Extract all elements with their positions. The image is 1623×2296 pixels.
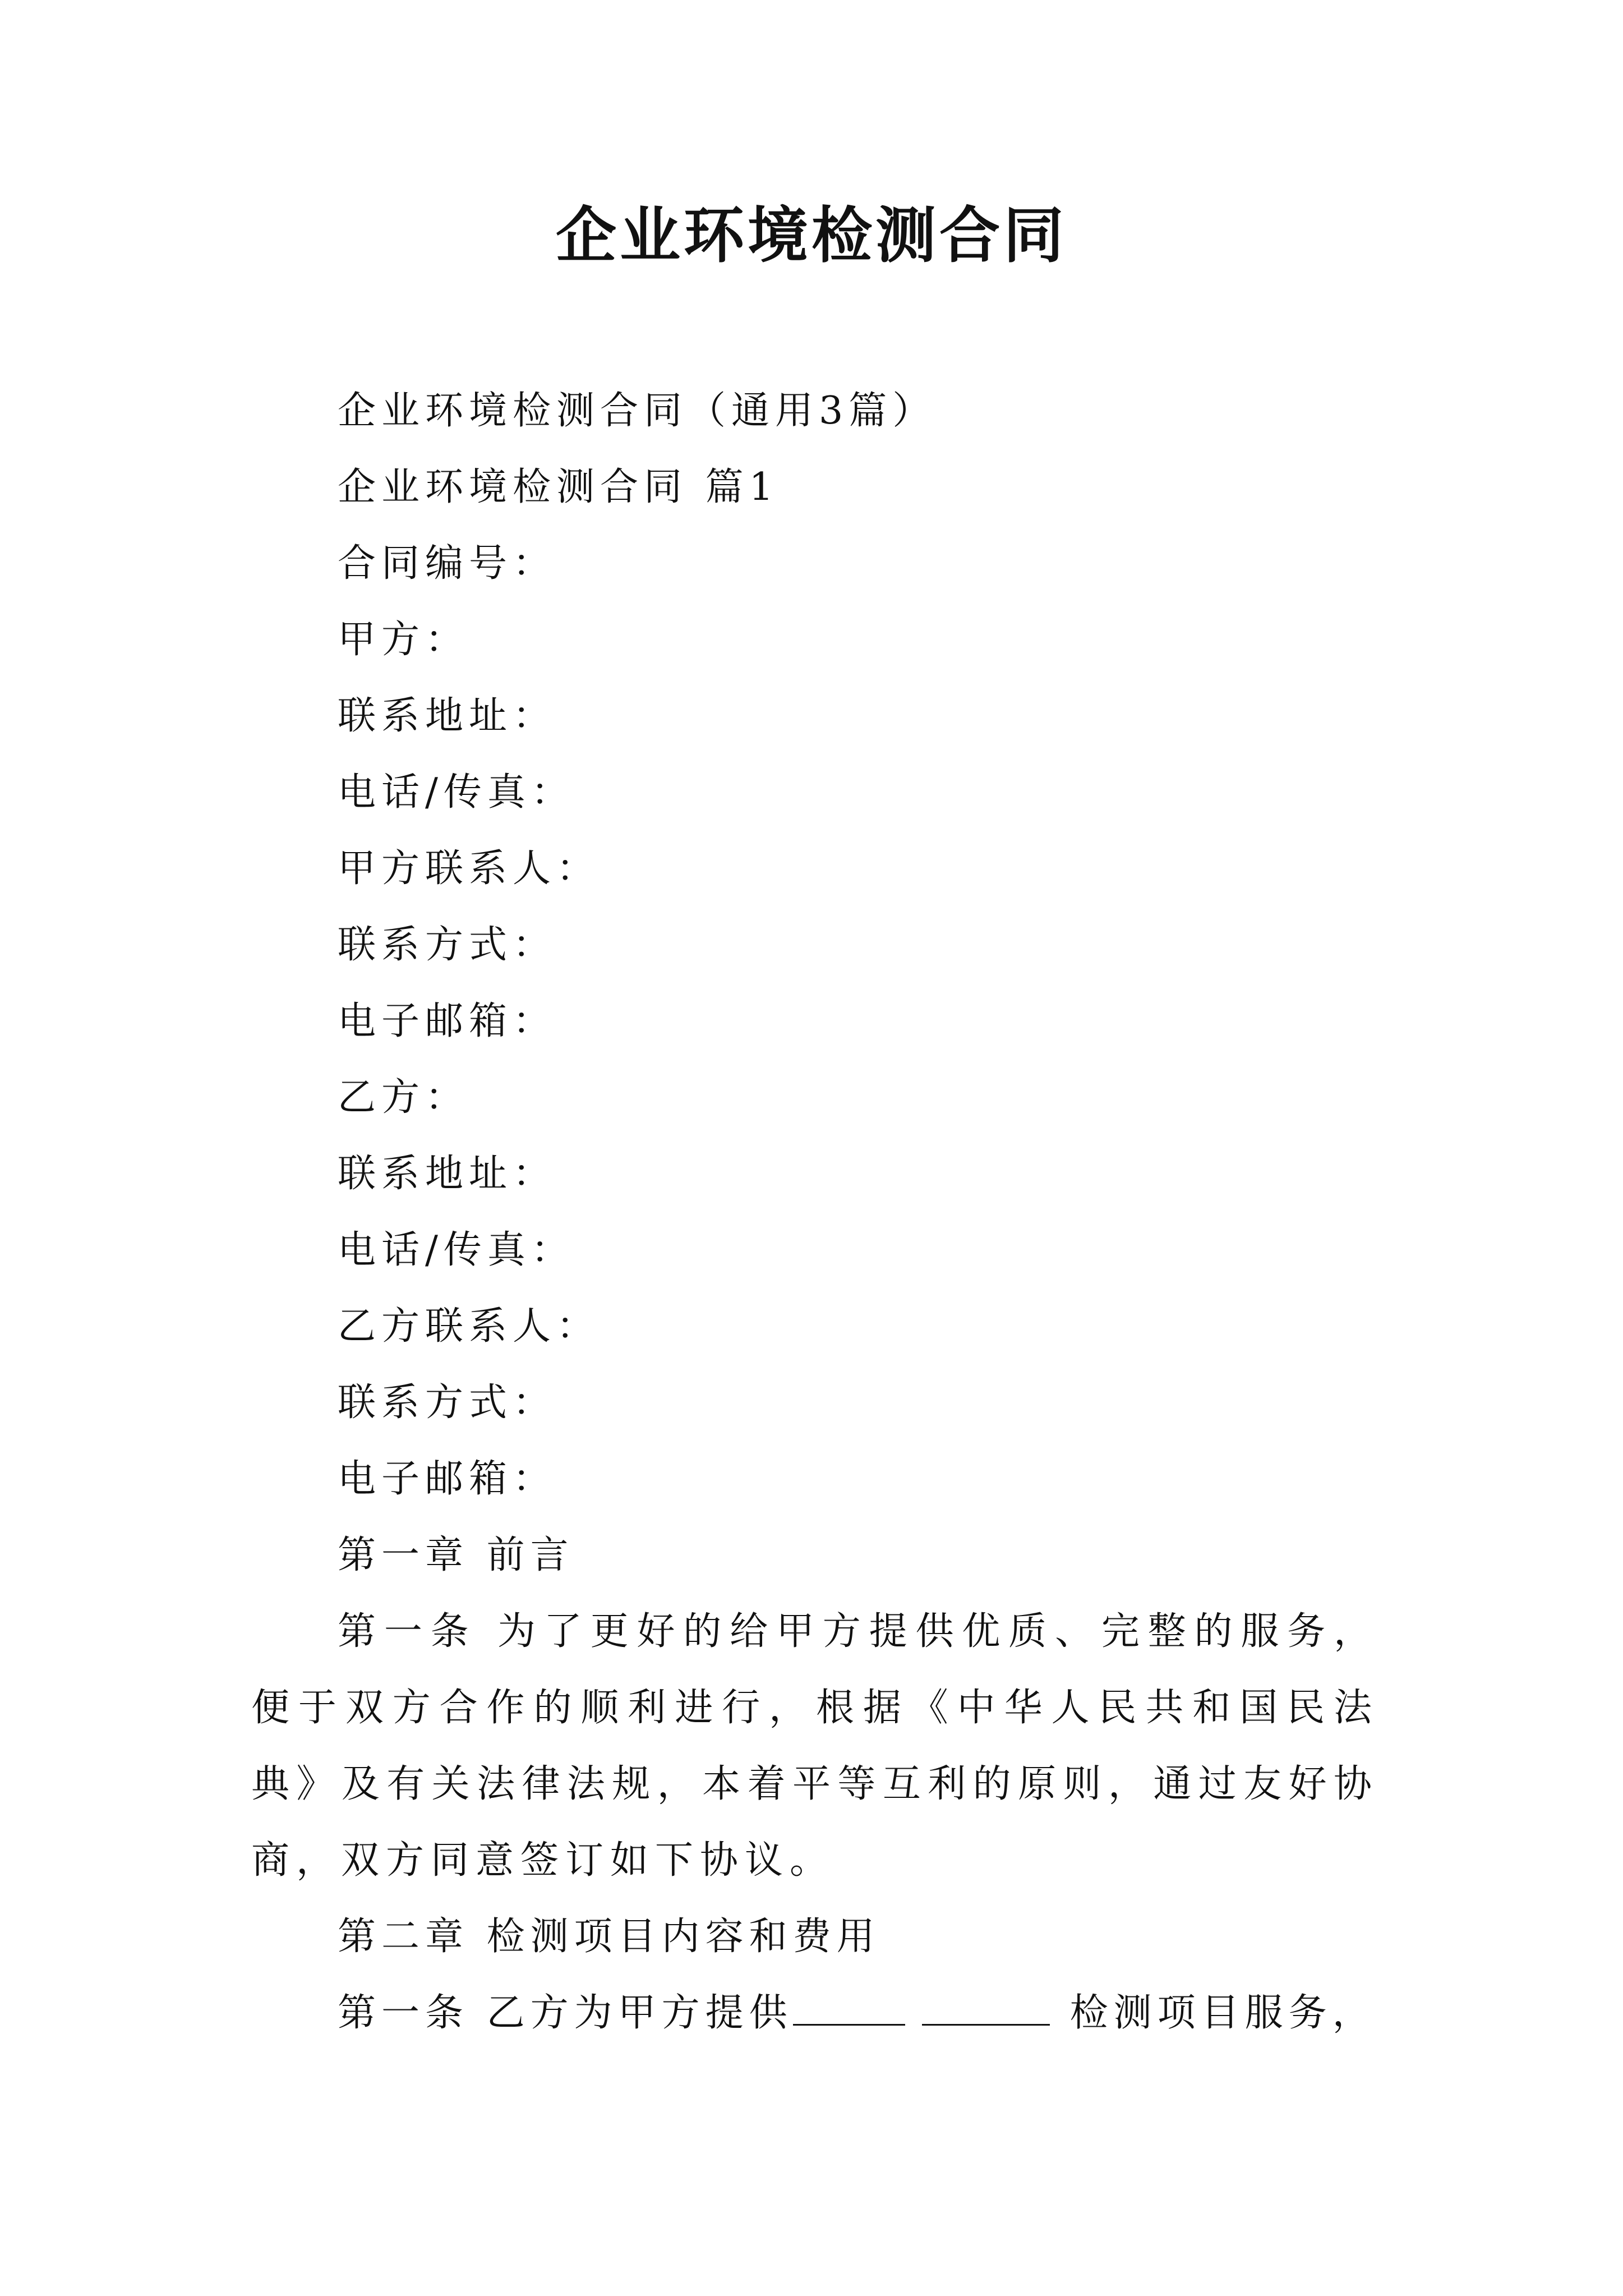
section-heading: 企业环境检测合同 篇1	[338, 465, 779, 509]
article-1-paragraph: 第一条 为了更好的给甲方提供优质、完整的服务，便于双方合作的顺利进行，根据《中华人民共和国民法典》及有关法律法规，本着平等互利的原则，通过友好协商，双方同意签订如下协议。	[251, 1609, 1378, 1883]
fill-in-blank	[793, 1990, 905, 2026]
field-party-b-contact-method: 联系方式：	[338, 1381, 557, 1425]
field-party-a: 甲方：	[338, 618, 469, 662]
article-2-suffix: 检测项目服务，	[1069, 1991, 1376, 2035]
document-body	[251, 373, 1378, 2051]
field-party-b: 乙方：	[338, 1075, 469, 1120]
chapter-1-heading: 第一章 前言	[338, 1533, 574, 1577]
field-party-a-contact-person: 甲方联系人：	[338, 846, 601, 891]
article-2-prefix: 第一条 乙方为甲方提供	[338, 1991, 793, 2035]
field-party-b-email: 电子邮箱：	[338, 1457, 557, 1501]
chapter-2-heading: 第二章 检测项目内容和费用	[338, 1915, 880, 1959]
field-party-b-address: 联系地址：	[338, 1152, 557, 1196]
article-2-line	[251, 1975, 1378, 2051]
field-party-a-phone-fax: 电话/传真：	[338, 770, 575, 815]
field-party-b-contact-person: 乙方联系人：	[338, 1304, 601, 1349]
field-party-a-email: 电子邮箱：	[338, 999, 557, 1043]
document-title: 企业环境检测合同	[555, 200, 1067, 271]
field-party-a-address: 联系地址：	[338, 694, 557, 738]
field-contract-number: 合同编号：	[338, 541, 557, 586]
fill-in-blank	[922, 1990, 1050, 2026]
document-subtitle: 企业环境检测合同（通用3篇）	[338, 389, 937, 433]
field-party-a-contact-method: 联系方式：	[338, 923, 557, 967]
field-party-b-phone-fax: 电话/传真：	[338, 1228, 575, 1272]
